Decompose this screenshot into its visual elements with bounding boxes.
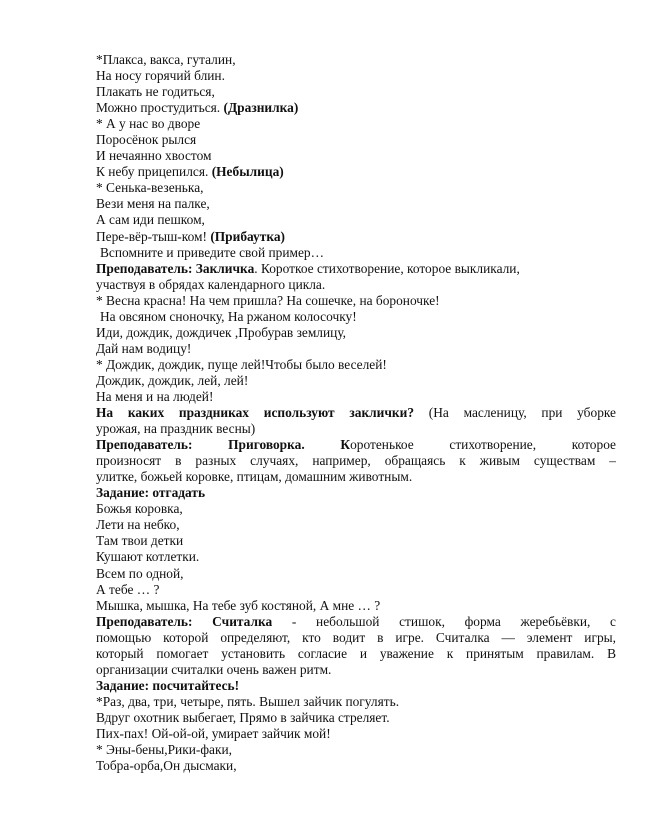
text-span: оротенькое стихотворение, которое: [350, 437, 616, 453]
text-span: * Эны-бены,Рики-факи,: [96, 742, 232, 758]
text-line: [96, 164, 616, 180]
text-span: помощью которой определяют, кто водит в игре. Считалка — элемент игры,: [96, 629, 616, 645]
text-line: [96, 196, 616, 212]
text-span: И нечаянно хвостом: [96, 148, 212, 164]
text-line: [96, 582, 616, 598]
text-line: [96, 501, 616, 517]
text-span: * Весна красна! На чем пришла? На сошечке, на бороночке!: [96, 292, 440, 308]
text-span: На носу горячий блин.: [96, 68, 225, 84]
text-line: [96, 245, 616, 261]
text-line: [96, 678, 616, 694]
text-line: [96, 485, 616, 501]
text-line: [96, 389, 616, 405]
text-span: Вези меня на палке,: [96, 196, 210, 212]
text-line: [96, 566, 616, 582]
text-line: [96, 341, 616, 357]
text-span: произносят в разных случаях, например, обращаясь к живым существам –: [96, 453, 616, 469]
text-span: Там твои детки: [96, 533, 184, 549]
text-span: На овсяном сноночку, На ржаном колосочку!: [100, 308, 357, 324]
text-line: [96, 68, 616, 84]
text-line: [96, 148, 616, 164]
text-span: Можно простудиться.: [96, 100, 224, 116]
text-line: [96, 646, 616, 662]
text-line: [96, 469, 616, 485]
text-line: [96, 405, 616, 421]
text-span: А тебе … ?: [96, 581, 160, 597]
text-line: [96, 549, 616, 565]
text-span: Поросёнок рылся: [96, 132, 197, 148]
bold-text: Преподаватель: Приговорка.: [96, 437, 341, 453]
text-line: [96, 116, 616, 132]
text-line: [96, 437, 616, 453]
text-line: [96, 100, 616, 116]
text-span: . Короткое стихотворение, которое выкликали,: [254, 260, 520, 276]
text-span: урожая, на праздник весны): [96, 421, 256, 437]
text-span: (На масленицу, при уборке: [428, 405, 617, 421]
text-span: Пере-вёр-тыш-ком!: [96, 228, 211, 244]
text-line: [96, 421, 616, 437]
text-span: Плакать не годиться,: [96, 84, 215, 100]
text-line: [96, 132, 616, 148]
bold-text: Задание: посчитайтесь!: [96, 677, 240, 693]
text-span: *Плакса, вакса, гуталин,: [96, 52, 236, 67]
text-line: [96, 758, 616, 774]
text-span: Божья коровка,: [96, 501, 183, 517]
text-line: [96, 293, 616, 309]
text-span: Мышка, мышка, На тебе зуб костяной, А мне … ?: [96, 597, 381, 613]
text-line: [96, 84, 616, 100]
text-span: участвуя в обрядах календарного цикла.: [96, 276, 326, 292]
text-span: Всем по одной,: [96, 565, 184, 581]
bold-text: На каких праздниках используют заклички?: [96, 405, 429, 421]
text-span: А сам иди пешком,: [96, 212, 205, 228]
text-span: Кушают котлетки.: [96, 549, 200, 565]
text-line: [96, 212, 616, 228]
text-line: [96, 726, 616, 742]
bold-text: Преподаватель: Закличка: [96, 260, 255, 276]
bold-text: (Дразнилка): [223, 100, 299, 116]
text-line: [96, 533, 616, 549]
text-line: [96, 309, 616, 325]
text-span: Тобра-орба,Он дысмаки,: [96, 758, 237, 774]
text-span: Лети на небко,: [96, 517, 180, 533]
bold-text: Преподаватель: Считалка: [96, 613, 273, 629]
bold-text: (Небылица): [211, 164, 284, 180]
text-span: *Раз, два, три, четыре, пять. Вышел зайчик погулять.: [96, 693, 400, 709]
text-span: - небольшой стишок, форма жеребьёвки, с: [272, 613, 617, 629]
text-span: Вспомните и приведите свой пример…: [100, 244, 325, 260]
text-line: [96, 694, 616, 710]
text-span: Дождик, дождик, лей, лей!: [96, 372, 249, 388]
text-line: [96, 357, 616, 373]
text-line: [96, 261, 616, 277]
text-line: [96, 710, 616, 726]
text-span: На меня и на людей!: [96, 388, 214, 404]
bold-text: Задание: отгадать: [96, 485, 206, 501]
text-line: [96, 325, 616, 341]
text-span: * А у нас во дворе: [96, 116, 201, 132]
text-span: Пих-пах! Ой-ой-ой, умирает зайчик мой!: [96, 725, 331, 741]
text-line: [96, 373, 616, 389]
text-span: К небу прицепился.: [96, 164, 212, 180]
text-line: [96, 630, 616, 646]
text-span: * Дождик, дождик, пуще лей!Чтобы было веселей!: [96, 356, 387, 372]
text-line: [96, 662, 616, 678]
text-span: Иди, дождик, дождичек ,Пробурав землицу,: [96, 324, 347, 340]
text-line: [96, 52, 616, 68]
text-span: Вдруг охотник выбегает, Прямо в зайчика стреляет.: [96, 709, 390, 725]
text-span: * Сенька-везенька,: [96, 180, 204, 196]
text-span: который помогает установить согласие и уважение к принятым правилам. В: [96, 645, 616, 661]
text-line: [96, 277, 616, 293]
text-line: [96, 453, 616, 469]
text-line: [96, 180, 616, 196]
document-page: [96, 52, 616, 774]
text-line: [96, 598, 616, 614]
text-line: [96, 517, 616, 533]
text-line: [96, 614, 616, 630]
bold-text: (Прибаутка): [210, 228, 285, 244]
text-span: улитке, божьей коровке, птицам, домашним животным.: [96, 469, 413, 485]
bold-text: К: [340, 437, 351, 453]
text-span: организации считалки очень важен ритм.: [96, 661, 332, 677]
text-span: Дай нам водицу!: [96, 340, 192, 356]
text-line: [96, 229, 616, 245]
text-line: [96, 742, 616, 758]
